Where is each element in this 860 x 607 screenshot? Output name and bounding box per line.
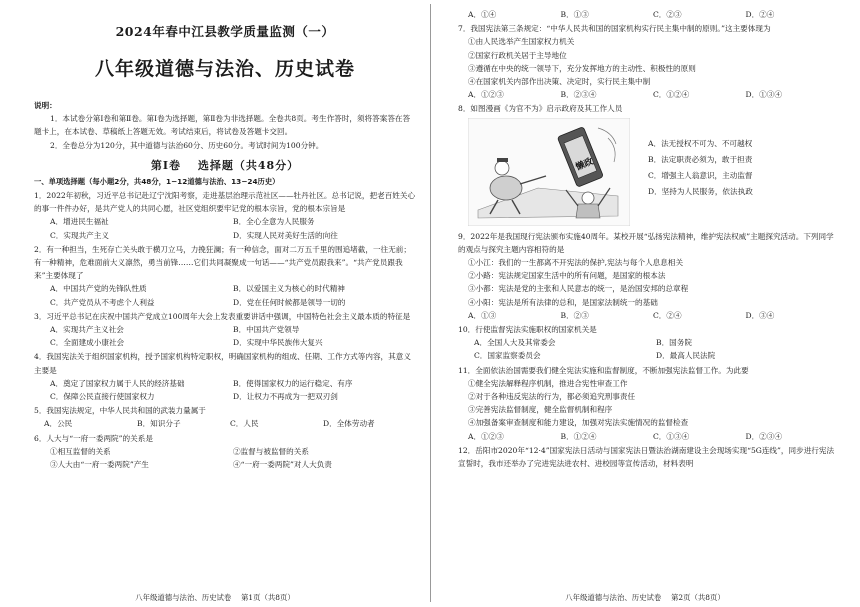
option: B．知识分子	[137, 419, 181, 429]
statement: ④小阳：宪法是所有法律的总和，是国家法制统一的基础	[468, 297, 658, 307]
question-11: 11．全面依法治国需要我们健全宪法实施和监督制度，不断加强宪法监督工作。为此要	[458, 365, 749, 375]
option: D．最高人民法院	[656, 351, 716, 361]
part-heading: 一、单项选择题（每小题2分，共48分，1−12道德与法治、13−24历史）	[34, 176, 280, 186]
option: A．中国共产党的先锋队性质	[50, 284, 147, 294]
option: D．党在任何时候都是领导一切的	[233, 297, 346, 307]
option: C．②④	[653, 310, 682, 320]
statement: ①健全宪法解释程序机制，推进合宪性审查工作	[468, 378, 628, 388]
option: A．法无授权不可为、不可越权	[648, 138, 753, 148]
option: C．共产党员从不考虑个人利益	[50, 297, 155, 307]
statement: ②对于各种违反宪法的行为，都必须追究刑事责任	[468, 392, 636, 402]
option: B．中国共产党领导	[233, 325, 300, 335]
question-10: 10．行使监督宪法实施职权的国家机关是	[458, 325, 597, 335]
note-2: 2．全卷总分为120分，其中道德与法治60分、历史60分。考试时间为100分钟。	[50, 140, 324, 150]
statement: ③遵循在中央的统一领导下，充分发挥地方的主动性、积极性的原则	[468, 63, 696, 73]
statement: ④在国家机关内部作出决策、决定时，实行民主集中制	[468, 77, 651, 87]
cartoon-illustration	[468, 118, 630, 226]
option: C．人民	[230, 419, 259, 429]
exam-header: 2024年春中江县教学质量监测（一）	[115, 24, 335, 39]
question-11-items	[458, 377, 838, 430]
question-9: 9．2022年是我国现行宪法颁布实施40周年。某校开展“弘扬宪法精神，维护宪法权威”主题探究活动。下列同学的观点与探究主题内容相符的是	[458, 231, 834, 254]
question-12: 12．岳阳市2020年“12·4”国家宪法日活动与国家宪法日暨法治湖南建设主会现场实现“5G连线”，同步进行宪法宣誓时，我市还举办了完进宪法进农村、进校园等宣传活动，材料表明	[458, 445, 835, 469]
statement: ②国家行政机关居于主导地位	[468, 50, 567, 60]
question-4: 4．我国宪法关于组织国家机构，授予国家机构特定职权，明确国家机构的组成、任期、工作方式等内容，其意义主要是	[34, 352, 411, 375]
option: C．增强主人翁意识，主动监督	[648, 170, 753, 180]
option: A．增进民生福祉	[50, 217, 109, 227]
statement: ②监督与被监督的关系	[233, 446, 309, 456]
option: B．①③	[560, 10, 589, 19]
question-8: 8．如图漫画《为官不为》启示政府及其工作人员	[458, 104, 623, 114]
option: A．全国人大及其常委会	[474, 338, 556, 348]
option: C．保障公民直接行使国家权力	[50, 392, 155, 402]
question-1-options	[34, 215, 416, 241]
question-3: 3．习近平总书记在庆祝中国共产党成立100周年大会上发表重要讲话中强调，中国特色社会主义最本质的特征是	[34, 311, 411, 321]
option: A．公民	[44, 419, 73, 429]
notes-heading: 说明：	[34, 101, 57, 110]
option: A．①②③	[468, 431, 504, 441]
statement: ④加强备案审查制度和能力建设，加强对宪法实施情况的监督检查	[468, 418, 689, 428]
statement: ④“一府一委两院”对人大负责	[233, 460, 332, 470]
option: C．①③④	[653, 431, 690, 441]
question-9-items	[458, 256, 838, 309]
option: B．全心全意为人民服务	[233, 217, 315, 227]
option: D．实现人民对美好生活的向往	[233, 230, 338, 240]
statement: ③完善宪法监督制度，健全监督机制和程序	[468, 405, 613, 415]
statement: ①小江：我们的一生都离不开宪法的保护,宪法与每个人息息相关	[468, 258, 684, 268]
question-7-options	[458, 88, 838, 101]
statement: ③人大由“一府一委两院”产生	[50, 460, 149, 470]
question-11-options	[458, 430, 838, 443]
option: D．全体劳动者	[323, 419, 375, 429]
option: A．奠定了国家权力属于人民的经济基础	[50, 378, 185, 388]
statement: ①相互监督的关系	[50, 446, 111, 456]
option: D．③④	[745, 310, 775, 320]
cartoon-drawing	[468, 118, 630, 226]
question-9-options	[458, 309, 838, 322]
page-footer-right: 八年级道德与法治、历史试卷 第2页（共8页）	[565, 593, 725, 602]
section-heading: 第Ⅰ卷 选择题（共48分）	[150, 158, 300, 172]
option: B．②③④	[560, 90, 597, 100]
question-3-options	[34, 323, 416, 349]
question-2-options	[34, 282, 416, 308]
option: C．实现共产主义	[50, 230, 109, 240]
question-10-options	[458, 336, 838, 362]
statement: ③小都：宪法是党的主张和人民意志的统一，是治国安邦的总章程	[468, 284, 689, 294]
question-1: 1．2022年初秋，习近平总书记赴辽宁沈阳考察，走进基层治理示范社区——牡丹社区。总书记说，把老百姓关心的事一件件办好，是共产党人的共同心愿，社区党组织要牢记党的根本宗旨，党的根本宗旨是	[34, 191, 416, 214]
question-4-options	[34, 377, 416, 403]
option: D．让权力不再成为一把双刃剑	[233, 392, 338, 402]
option: B．使得国家权力的运行稳定、有序	[233, 378, 353, 388]
option: C．国家监察委员会	[474, 351, 541, 361]
option: B．以爱国主义为核心的时代精神	[233, 284, 345, 294]
option: B．②③	[560, 310, 589, 320]
option: A．①②③	[468, 90, 504, 100]
statement: ②小路：宪法规定国家生活中的所有问题，是国家的根本法	[468, 271, 666, 281]
cartoon-sign-text: 懒政	[574, 156, 595, 173]
option: B．国务院	[656, 338, 692, 348]
option: C．①②④	[653, 90, 690, 100]
page-footer-left: 八年级道德与法治、历史试卷 第1页（共8页）	[135, 593, 295, 602]
option: C．②③	[653, 10, 682, 19]
note-1: 1．本试卷分第Ⅰ卷和第Ⅱ卷。第Ⅰ卷为选择题，第Ⅱ卷为非选择题。全卷共8页。考生作答时，须将答案答在答题卡上，在本试卷、草稿纸上答题无效。考试结束后，将试卷及答题卡交回。	[34, 114, 411, 137]
option: A．①④	[468, 10, 497, 19]
statement: ①由人民选举产生国家权力机关	[468, 37, 575, 47]
option: D．②④	[745, 10, 775, 19]
exam-title: 八年级道德与法治、历史试卷	[94, 58, 355, 80]
option: A．①③	[468, 310, 497, 320]
question-8-body	[458, 118, 838, 226]
option: B．法定职责必须为，敢于担责	[648, 154, 753, 164]
question-5: 5．我国宪法规定，中华人民共和国的武装力量属于	[34, 406, 206, 416]
question-7-items	[458, 35, 838, 88]
question-6: 6．人大与“一府一委两院”的关系是	[34, 433, 153, 443]
page-right	[430, 0, 860, 607]
question-6-items	[34, 445, 416, 471]
question-5-options	[34, 417, 416, 430]
question-2: 2．有一种担当，生死存亡关头敢于横刀立马，力挽狂澜；有一种信念，面对二万五千里的围追堵截，一往无前；有一种精神，危难面前大义凛然，勇当前锋……它们共同凝聚成一句话——“共产党员跟我来”。“共产党员跟我来”主要体现了	[34, 244, 411, 281]
option: C．全面建成小康社会	[50, 338, 125, 348]
option: D．坚持为人民服务，依法执政	[648, 186, 753, 196]
option: D．①③④	[745, 90, 782, 100]
option: D．②③④	[745, 431, 782, 441]
question-6-options	[458, 8, 838, 21]
option: B．①②④	[560, 431, 597, 441]
option: A．实现共产主义社会	[50, 325, 124, 335]
question-7: 7．我国宪法第三条规定：“中华人民共和国的国家机构实行民主集中制的原则。”这主要体现为	[458, 24, 771, 34]
option: D．实现中华民族伟大复兴	[233, 338, 323, 348]
question-8-options	[630, 118, 753, 226]
